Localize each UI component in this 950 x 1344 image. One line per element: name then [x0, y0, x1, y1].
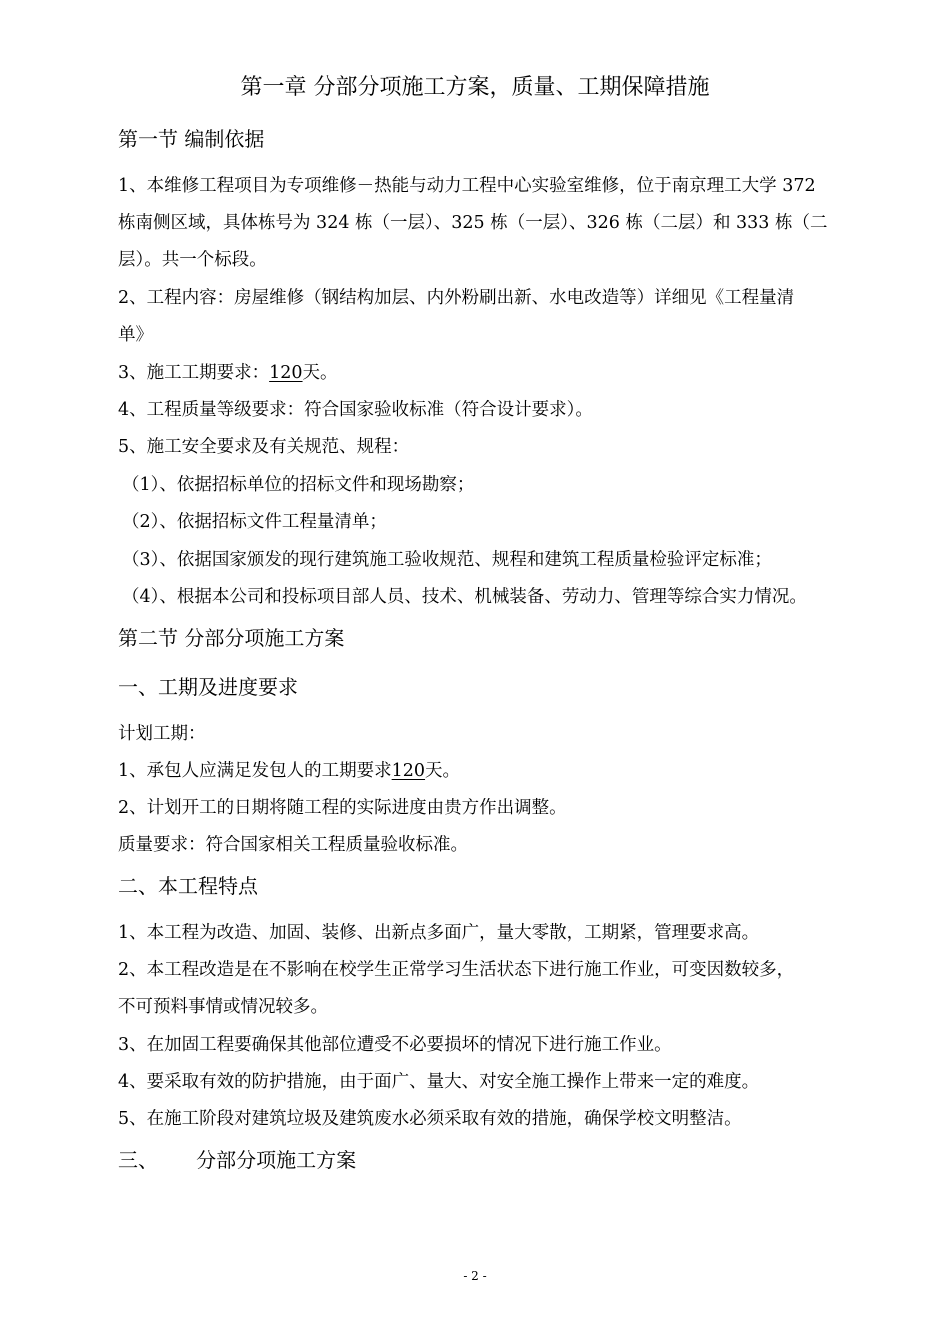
list-item: 5、在施工阶段对建筑垃圾及建筑废水必须采取有效的措施，确保学校文明整洁。 [118, 1109, 742, 1129]
paragraph-line: 计划工期： [118, 724, 206, 744]
duration-line [118, 361, 338, 385]
duration-value: 120 [269, 363, 303, 383]
list-item: （3）、依据国家颁发的现行建筑施工验收规范、规程和建筑工程质量检验评定标准； [122, 550, 772, 570]
subsection-title: 一、工期及进度要求 [118, 675, 298, 699]
list-item: 1、本工程为改造、加固、装修、出新点多面广，量大零散，工期紧，管理要求高。 [118, 923, 760, 943]
paragraph-line: 单》 [118, 325, 153, 345]
list-item: （4）、根据本公司和投标项目部人员、技术、机械装备、劳动力、管理等综合实力情况。 [122, 587, 807, 607]
section-title: 第二节 分部分项施工方案 [118, 626, 345, 650]
paragraph-line: 质量要求：符合国家相关工程质量验收标准。 [118, 835, 468, 855]
duration-value: 120 [391, 761, 426, 781]
paragraph-line: 层）。共一个标段。 [118, 250, 267, 270]
duration-label: 1、承包人应满足发包人的工期要求 [118, 761, 392, 781]
paragraph-line: 2、工程内容：房屋维修（钢结构加层、内外粉刷出新、水电改造等）详细见《工程量清 [118, 288, 795, 308]
paragraph-line: 4、工程质量等级要求：符合国家验收标准（符合设计要求）。 [118, 400, 593, 420]
duration-label: 3、施工工期要求： [118, 363, 270, 383]
duration-unit: 天。 [425, 761, 461, 781]
subsection-title: 二、本工程特点 [118, 874, 258, 898]
list-item: 3、在加固工程要确保其他部位遭受不必要损坏的情况下进行施工作业。 [118, 1035, 672, 1055]
paragraph-line: 1、本维修工程项目为专项维修－热能与动力工程中心实验室维修，位于南京理工大学 372 [118, 176, 816, 196]
list-item: 不可预料事情或情况较多。 [118, 997, 328, 1017]
page-number: - 2 - [463, 1269, 487, 1283]
paragraph-line: 5、施工安全要求及有关规范、规程： [118, 437, 410, 457]
duration-line [118, 759, 460, 783]
chapter-title: 第一章 分部分项施工方案，质量、工期保障措施 [240, 75, 710, 100]
list-item: （2）、依据招标文件工程量清单； [122, 512, 387, 532]
list-item: （1）、依据招标单位的招标文件和现场勘察； [122, 475, 475, 495]
section-title: 第一节 编制依据 [118, 127, 265, 151]
subsection-title: 三、 分部分项施工方案 [118, 1148, 357, 1172]
paragraph-line: 2、计划开工的日期将随工程的实际进度由贵方作出调整。 [118, 798, 567, 818]
list-item: 4、要采取有效的防护措施，由于面广、量大、对安全施工操作上带来一定的难度。 [118, 1072, 760, 1092]
list-item: 2、本工程改造是在不影响在校学生正常学习生活状态下进行施工作业，可变因数较多， [118, 960, 795, 980]
paragraph-line: 栋南侧区域，具体栋号为 324 栋（一层）、325 栋（一层）、326 栋（二层）和 333 栋（二 [118, 213, 828, 233]
duration-unit: 天。 [302, 363, 338, 383]
